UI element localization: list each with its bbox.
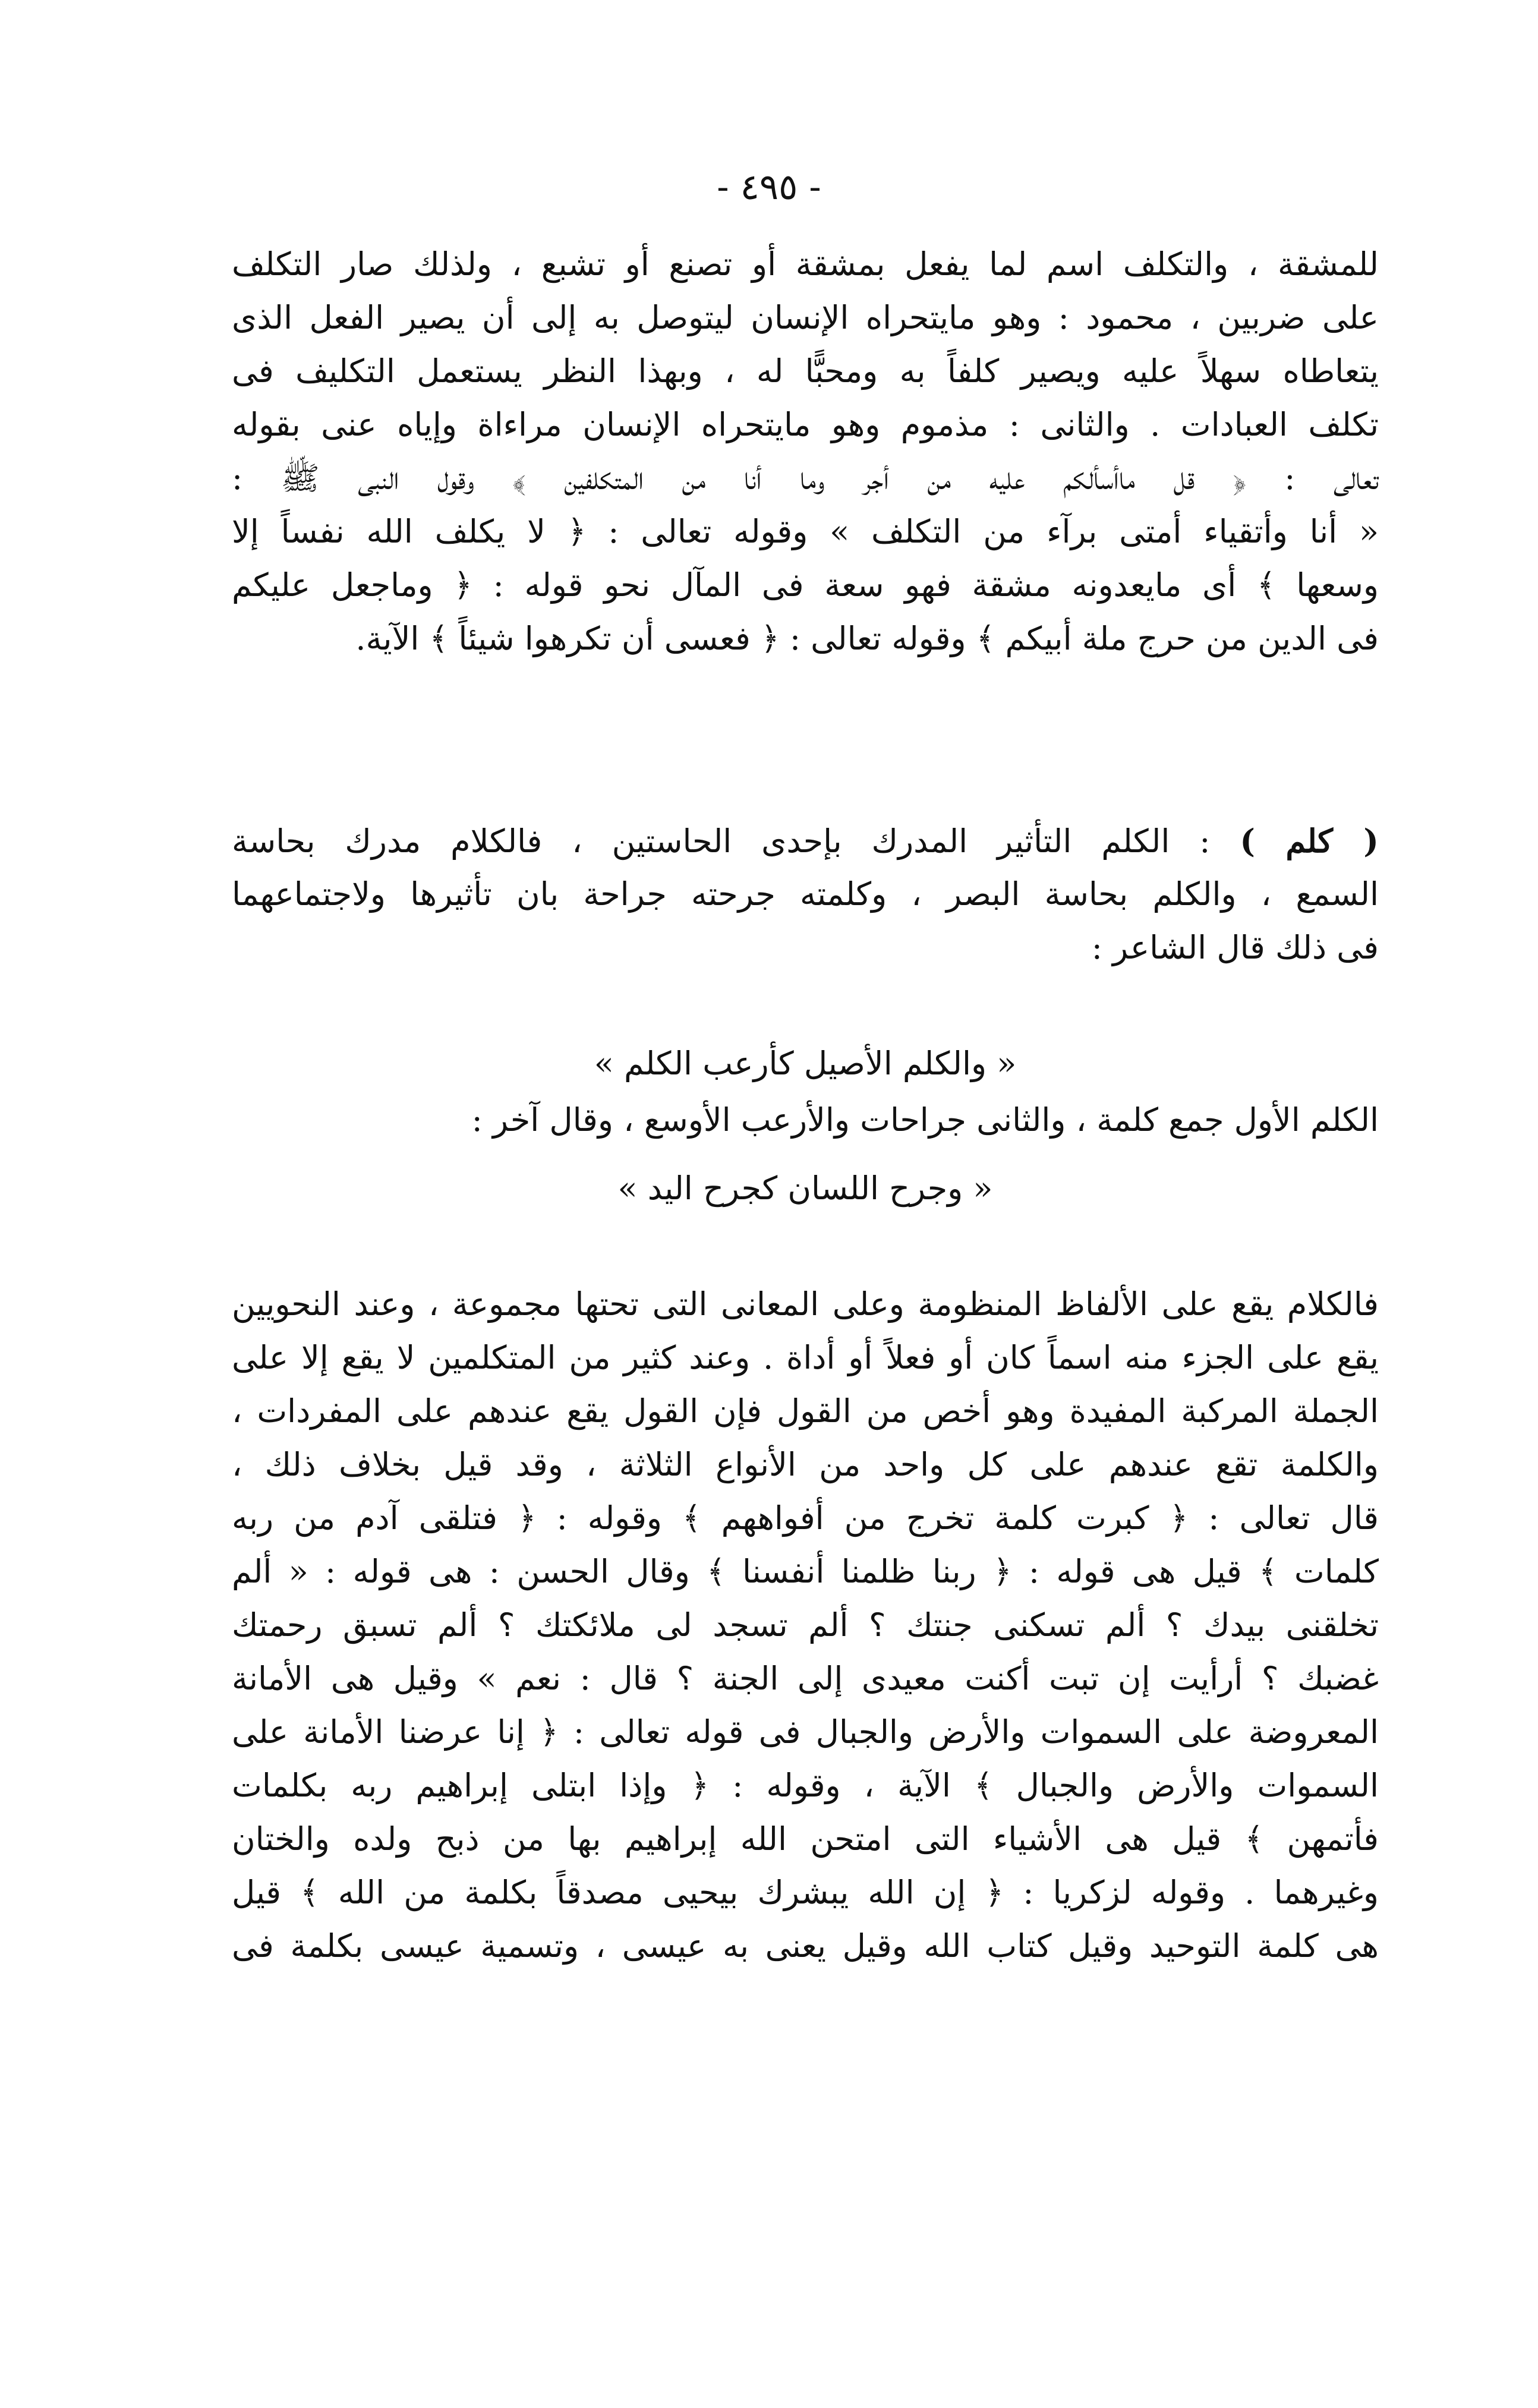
- text-line: غضبك ؟ أرأيت إن تبت أكنت معيدى إلى الجنة ؟ قال : نعم » وقيل هى الأمانة: [232, 1660, 1379, 1697]
- entry-headword: ( كلم ): [1240, 822, 1379, 860]
- verse-quote: « والكلم الأصيل كأرعب الكلم »: [594, 1045, 1017, 1082]
- text-line: قال تعالى : ﴿ كبرت كلمة تخرج من أفواههم ﴾ وقوله : ﴿ فتلقى آدم من ربه: [232, 1499, 1379, 1537]
- paragraph-takalluf: [232, 238, 1379, 666]
- text-line: وغيرهما . وقوله لزكريا : ﴿ إن الله يبشرك بيحيى مصدقاً بكلمة من الله ﴾ قيل: [232, 1874, 1379, 1911]
- text-line: فالكلام يقع على الألفاظ المنظومة وعلى المعانى التى تحتها مجموعة ، وعند النحويين: [232, 1285, 1379, 1323]
- page-number: - ٤٩٥ -: [717, 166, 821, 208]
- text-line: فى ذلك قال الشاعر :: [1091, 929, 1379, 966]
- paragraph-kalm-entry: [232, 814, 1379, 975]
- text-line: السموات والأرض والجبال ﴾ الآية ، وقوله : ﴿ وإذا ابتلى إبراهيم ربه بكلمات: [232, 1767, 1379, 1804]
- text-line: تخلقنى بيدك ؟ ألم تسكنى جنتك ؟ ألم تسجد لى ملائكتك ؟ ألم تسبق رحمتك: [232, 1606, 1379, 1644]
- text-line: والكلمة تقع عندهم على كل واحد من الأنواع الثلاثة ، وقد قيل بخلاف ذلك ،: [232, 1446, 1379, 1483]
- text-line: هى كلمة التوحيد وقيل كتاب الله وقيل يعنى به عيسى ، وتسمية عيسى بكلمة فى: [232, 1927, 1379, 1965]
- text-line: [232, 814, 1379, 868]
- text-line: كلمات ﴾ قيل هى قوله : ﴿ ربنا ظلمنا أنفسنا ﴾ وقال الحسن : هى قوله : « ألم: [232, 1553, 1379, 1590]
- text-line: فى الدين من حرج ملة أبيكم ﴾ وقوله تعالى : ﴿ فعسى أن تكرهوا شيئاً ﴾ الآية.: [355, 620, 1379, 657]
- text-line: وسعها ﴾ أى مايعدونه مشقة فهو سعة فى المآل نحو قوله : ﴿ وماجعل عليكم: [232, 566, 1379, 604]
- text-line: يقع على الجزء منه اسماً كان أو فعلاً أو أداة . وعند كثير من المتكلمين لا يقع إلا على: [232, 1339, 1379, 1376]
- verse-quote: « وجرح اللسان كجرح اليد »: [617, 1170, 993, 1207]
- text-line: الجملة المركبة المفيدة وهو أخص من القول فإن القول يقع عندهم على المفردات ،: [232, 1392, 1379, 1430]
- text-line: « أنا وأتقياء أمتى برآء من التكلف » وقوله تعالى : ﴿ لا يكلف الله نفساً إلا: [232, 513, 1379, 550]
- text-line: المعروضة على السموات والأرض والجبال فى قوله تعالى : ﴿ إنا عرضنا الأمانة على: [232, 1713, 1379, 1751]
- text-line: فأتمهن ﴾ قيل هى الأشياء التى امتحن الله إبراهيم بها من ذبح ولده والختان: [232, 1820, 1379, 1858]
- entry-definition: : الكلم التأثير المدرك بإحدى الحاستين ، فالكلام مدرك بحاسة: [232, 822, 1240, 860]
- text-line: للمشقة ، والتكلف اسم لما يفعل بمشقة أو تصنع أو تشبع ، ولذلك صار التكلف: [232, 245, 1379, 283]
- text-line: السمع ، والكلم بحاسة البصر ، وكلمته جرحته جراحة بان تأثيرها ولاجتماعهما: [232, 875, 1379, 913]
- text-line: على ضربين ، محمود : وهو مايتحراه الإنسان ليتوصل به إلى أن يصير الفعل الذى: [232, 299, 1379, 336]
- text-line: الكلم الأول جمع كلمة ، والثانى جراحات والأرعب الأوسع ، وقال آخر :: [471, 1101, 1379, 1139]
- text-line: تكلف العبادات . والثانى : مذموم وهو مايتحراه الإنسان مراءاة وإياه عنى بقوله: [232, 406, 1379, 443]
- text-line: تعالى : ﴿ قل ماأسألكم عليه من أجر وما أنا من المتكلفين ﴾ وقول النبى ﷺ :: [232, 459, 1379, 497]
- paragraph-kalam: [232, 1278, 1379, 1973]
- text-line: يتعاطاه سهلاً عليه ويصير كلفاً به ومحبًّا له ، وبهذا النظر يستعمل التكليف فى: [232, 352, 1379, 390]
